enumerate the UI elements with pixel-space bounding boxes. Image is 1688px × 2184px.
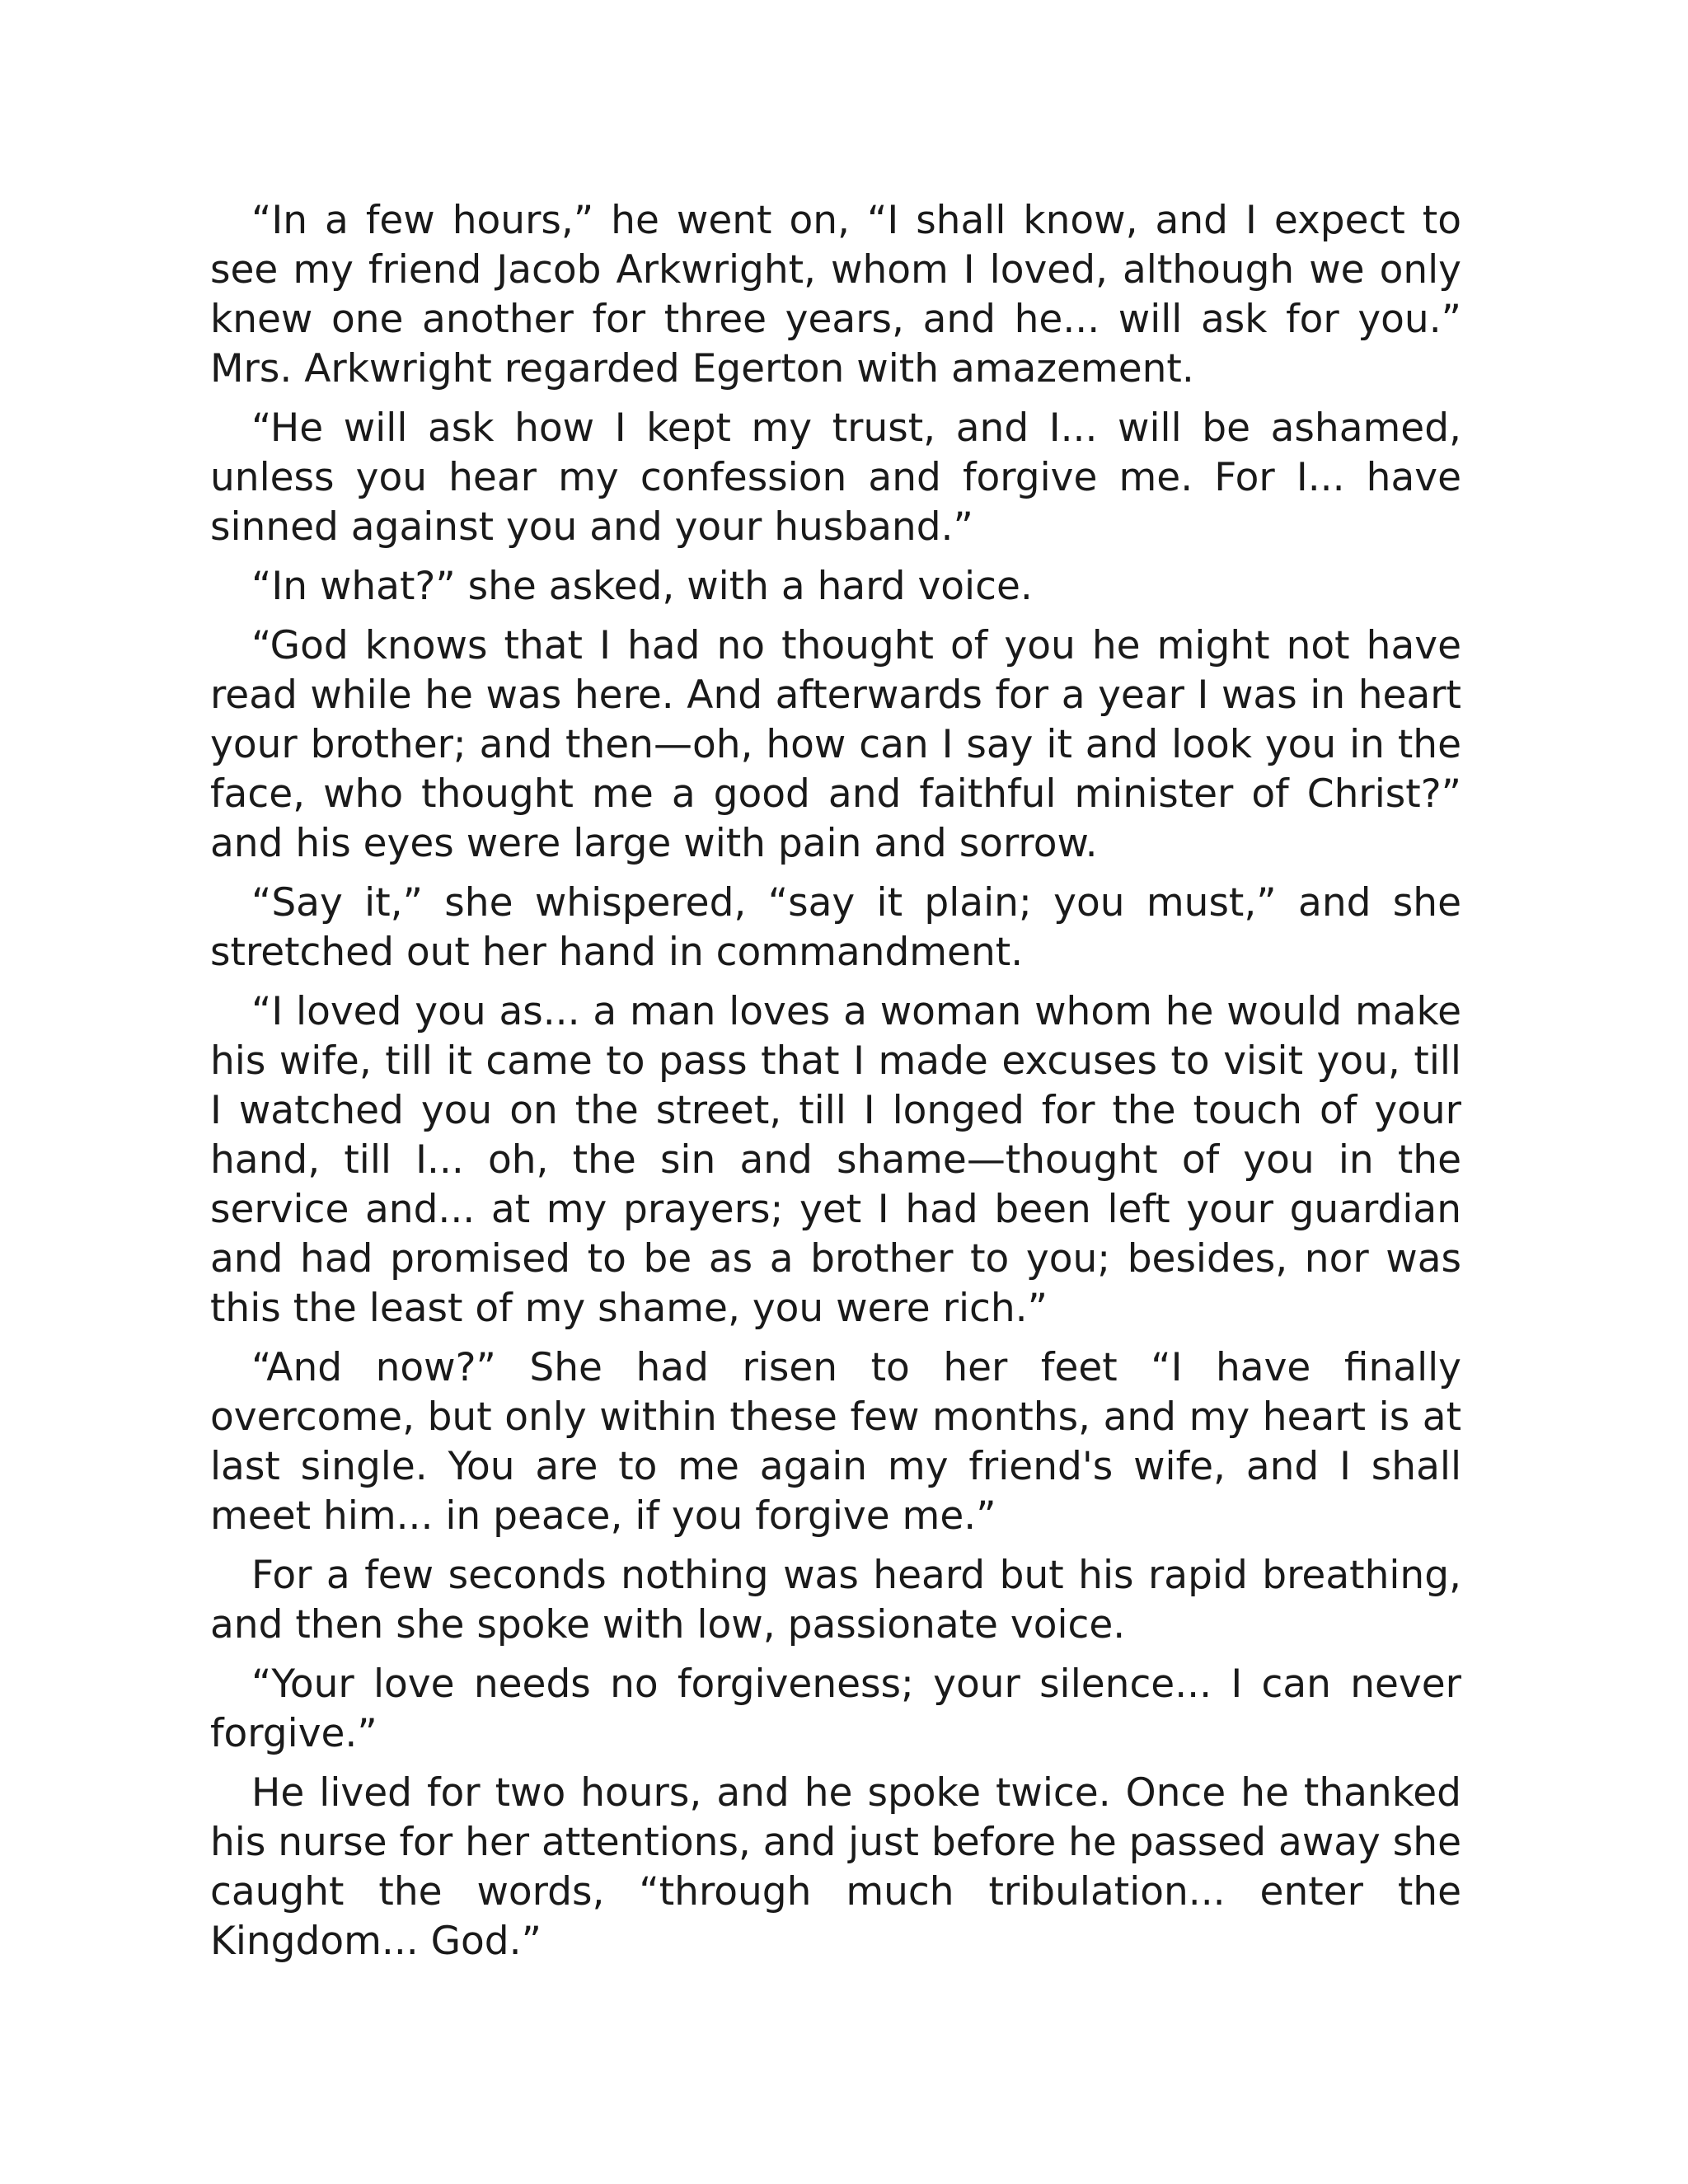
paragraph-10: He lived for two hours, and he spoke twice. Once he thanked his nurse for her attentions, and just before he passed away she caught the words, “through much tribulation... enter the Kingdom... God.”	[210, 1770, 1461, 1964]
paragraph-4: “God knows that I had no thought of you he might not have read while he was here. And afterwards for a year I was in heart your brother; and then—oh, how can I say it and look you in the face, who thought me a good and faithful minister of Christ?” and his eyes were large with pain and sorrow.	[210, 623, 1461, 866]
paragraph-3: “In what?” she asked, with a hard voice.	[251, 564, 1033, 609]
paragraph-5: “Say it,” she whispered, “say it plain; you must,” and she stretched out her hand in commandment.	[210, 880, 1461, 975]
body-text	[210, 196, 1461, 1976]
paragraph-2: “He will ask how I kept my trust, and I... will be ashamed, unless you hear my confession and forgive me. For I... have sinned against you and your husband.”	[210, 405, 1461, 550]
paragraph-1: “In a few hours,” he went on, “I shall know, and I expect to see my friend Jacob Arkwright, whom I loved, although we only knew one another for three years, and he... will ask for you.” Mrs. Arkwright regarded Egerton with amazement.	[210, 198, 1461, 391]
paragraph-9: “Your love needs no forgiveness; your silence... I can never forgive.”	[210, 1661, 1461, 1756]
paragraph-6: “I loved you as... a man loves a woman whom he would make his wife, till it came to pass that I made excuses to visit you, till I watched you on the street, till I longed for the touch of your hand, till I... oh, the sin and shame—thought of you in the service and... at my prayers; yet I had been left your guardian and had promised to be as a brother to you; besides, nor was this the least of my shame, you were rich.”	[210, 989, 1461, 1331]
paragraph-7: “And now?” She had risen to her feet “I have finally overcome, but only within these few months, and my heart is at last single. You are to me again my friend's wife, and I shall meet him... in peace, if you forgive me.”	[210, 1345, 1461, 1539]
paragraph-8: For a few seconds nothing was heard but his rapid breathing, and then she spoke with low, passionate voice.	[210, 1553, 1461, 1647]
